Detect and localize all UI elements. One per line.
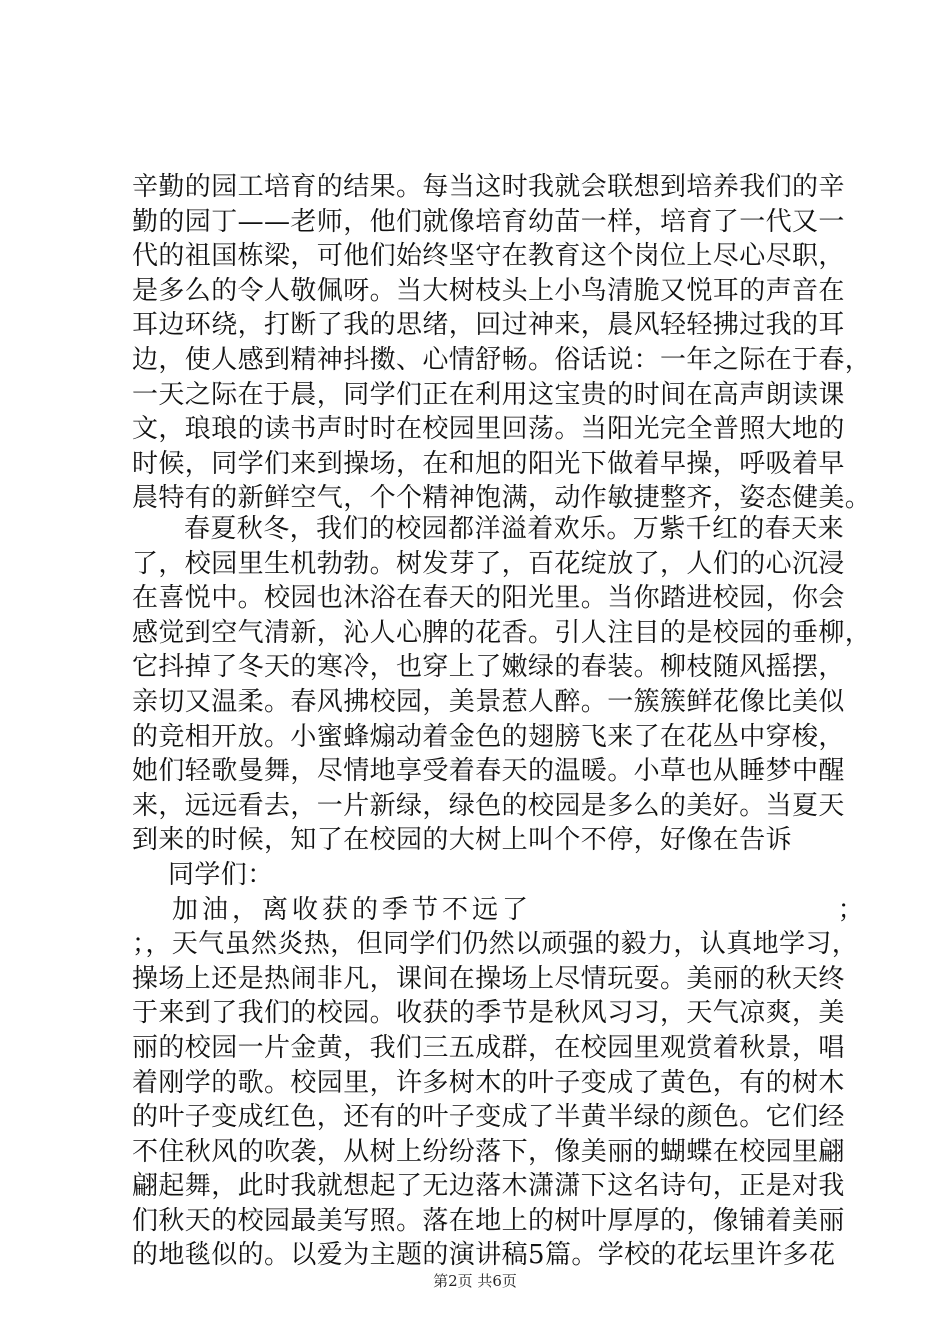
text-line: 于来到了我们的校园。收获的季节是秋风习习，天气凉爽，美 [132,998,845,1029]
page-number: 第2页 共6页 [433,1272,517,1290]
text-line: 它抖掉了冬天的寒冷，也穿上了嫩绿的春装。柳枝随风摇摆， [132,652,845,683]
text-line: 辛勤的园工培育的结果。每当这时我就会联想到培养我们的辛 [132,172,845,202]
text-line: 感觉到空气清新，沁人心脾的花香。引人注目的是校园的垂柳， [132,617,872,648]
text-line: 到来的时候，知了在校园的大树上叫个不停，好像在告诉 [132,825,793,856]
text-line: 勤的园丁——老师，他们就像培育幼苗一样，培育了一代又一 [132,206,845,237]
text-line: 们秋天的校园最美写照。落在地上的树叶厚厚的，像铺着美丽 [132,1205,845,1236]
text-line: 丽的校园一片金黄，我们三五成群，在校园里观赏着秋景，唱 [132,1032,845,1063]
salutation: 同学们： [168,859,274,890]
text-line: 的叶子变成红色，还有的叶子变成了半黄半绿的颜色。它们经 [132,1102,845,1133]
text-line: 是多么的令人敬佩呀。当大树枝头上小鸟清脆又悦耳的声音在 [132,275,845,306]
text-line: 着刚学的歌。校园里，许多树木的叶子变成了黄色，有的树木 [132,1067,845,1098]
text-line: 时候，同学们来到操场，在和旭的阳光下做着早操，呼吸着早 [132,448,845,479]
text-line: 在喜悦中。校园也沐浴在春天的阳光里。当你踏进校园，你会 [132,583,845,614]
text-line: 了，校园里生机勃勃。树发芽了，百花绽放了，人们的心沉浸 [132,548,845,579]
text-line: 来，远远看去，一片新绿，绿色的校园是多么的美好。当夏天 [132,790,845,821]
text-line: 春夏秋冬，我们的校园都洋溢着欢乐。万紫千红的春天来 [184,514,845,544]
cheer-line [132,893,864,928]
text-line: 文，琅琅的读书声时时在校园里回荡。当阳光完全普照大地的 [132,414,845,445]
text-line: 代的祖国栋梁，可他们始终坚守在教育这个岗位上尽心尽职， [132,241,845,272]
text-line: ；，天气虽然炎热，但同学们仍然以顽强的毅力，认真地学习， [132,929,859,960]
text-line: 一天之际在于晨，同学们正在利用这宝贵的时间在高声朗读课 [132,379,845,410]
paragraph-1 [132,170,872,516]
text-line: 她们轻歌曼舞，尽情地享受着春天的温暖。小草也从睡梦中醒 [132,756,845,787]
cheer-punctuation: ； [837,894,864,925]
text-line: 不住秋风的吹袭，从树上纷纷落下，像美丽的蝴蝶在校园里翩 [132,1136,845,1167]
text-line: 亲切又温柔。春风拂校园，美景惹人醉。一簇簇鲜花像比美似 [132,686,845,717]
text-line: 的竞相开放。小蜜蜂煽动着金色的翅膀飞来了在花丛中穿梭， [132,721,845,752]
text-line: 晨特有的新鲜空气，个个精神饱满，动作敏捷整齐，姿态健美。 [132,483,872,514]
text-line: 的地毯似的。以爱为主题的演讲稿5篇。学校的花坛里许多花 [132,1240,836,1271]
text-line: 边，使人感到精神抖擞、心情舒畅。俗话说：一年之际在于春， [132,344,872,375]
paragraph-2 [132,512,872,1273]
text-line: 耳边环绕，打断了我的思绪，回过神来，晨风轻轻拂过我的耳 [132,310,845,341]
cheer-text: 加油，离收获的季节不远了 [172,894,533,925]
text-line: 操场上还是热闹非凡，课间在操场上尽情玩耍。美丽的秋天终 [132,963,845,994]
text-line: 翩起舞，此时我就想起了无边落木潇潇下这名诗句，正是对我 [132,1171,845,1202]
